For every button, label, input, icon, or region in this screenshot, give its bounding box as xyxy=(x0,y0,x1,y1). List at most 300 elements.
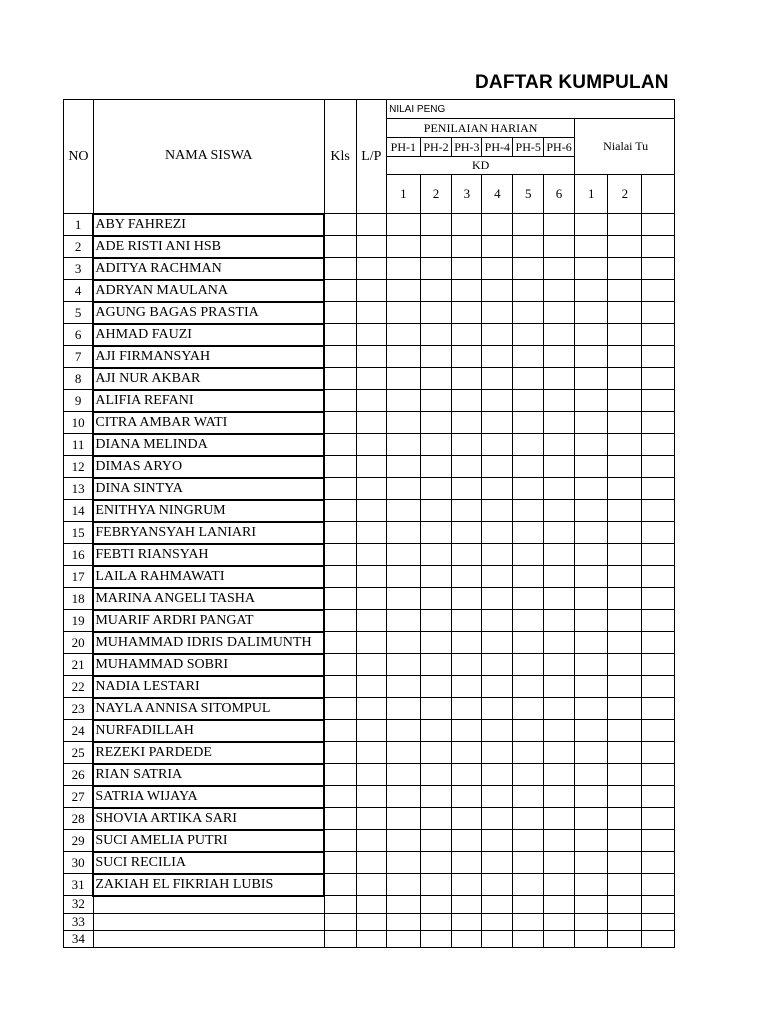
row-number: 26 xyxy=(64,764,94,786)
ph1-cell xyxy=(387,544,420,566)
ph2-cell xyxy=(420,478,452,500)
ph6-cell xyxy=(543,896,574,914)
gender-cell xyxy=(356,610,387,632)
ph1-cell xyxy=(387,852,420,874)
ph4-cell xyxy=(482,764,513,786)
ph6-cell xyxy=(543,258,574,280)
ph5-cell xyxy=(513,764,543,786)
ph3-cell xyxy=(452,632,482,654)
ph5-cell xyxy=(513,544,543,566)
gender-cell xyxy=(356,786,387,808)
row-number: 10 xyxy=(64,412,94,434)
ph4-cell xyxy=(482,698,513,720)
tugas2-cell xyxy=(608,478,642,500)
tugas1-cell xyxy=(575,412,608,434)
gender-cell xyxy=(356,896,387,914)
ph4-cell xyxy=(482,566,513,588)
ph1-cell xyxy=(387,808,420,830)
class-cell xyxy=(324,588,356,610)
ph6-cell xyxy=(543,522,574,544)
ph6-cell xyxy=(543,852,574,874)
student-name: AJI NUR AKBAR xyxy=(93,368,324,390)
ph5-cell xyxy=(513,412,543,434)
row-number: 34 xyxy=(64,930,94,947)
ph1-cell xyxy=(387,412,420,434)
ph1-cell xyxy=(387,500,420,522)
ph5-cell xyxy=(513,930,543,947)
grade-cell xyxy=(642,324,675,346)
ph3-cell xyxy=(452,258,482,280)
ph2-cell xyxy=(420,500,452,522)
header-kd-number: 3 xyxy=(452,175,482,214)
gender-cell xyxy=(356,930,387,947)
grade-cell xyxy=(642,368,675,390)
ph6-cell xyxy=(543,742,574,764)
gender-cell xyxy=(356,632,387,654)
tugas1-cell xyxy=(575,346,608,368)
student-row xyxy=(64,913,675,930)
ph3-cell xyxy=(452,522,482,544)
header-no: NO xyxy=(64,100,94,214)
student-row xyxy=(64,456,675,478)
tugas1-cell xyxy=(575,566,608,588)
header-empty-cell xyxy=(642,175,675,214)
ph3-cell xyxy=(452,720,482,742)
student-row xyxy=(64,478,675,500)
ph2-cell xyxy=(420,434,452,456)
grade-cell xyxy=(642,412,675,434)
student-row xyxy=(64,896,675,914)
gender-cell xyxy=(356,456,387,478)
tugas2-cell xyxy=(608,346,642,368)
ph1-cell xyxy=(387,676,420,698)
ph5-cell xyxy=(513,588,543,610)
ph1-cell xyxy=(387,522,420,544)
ph2-cell xyxy=(420,742,452,764)
ph3-cell xyxy=(452,676,482,698)
ph2-cell xyxy=(420,930,452,947)
ph5-cell xyxy=(513,808,543,830)
student-row xyxy=(64,302,675,324)
header-student-name: NAMA SISWA xyxy=(93,100,324,214)
student-name: MUHAMMAD SOBRI xyxy=(93,654,324,676)
ph6-cell xyxy=(543,610,574,632)
ph5-cell xyxy=(513,654,543,676)
ph3-cell xyxy=(452,786,482,808)
ph4-cell xyxy=(482,544,513,566)
row-number: 6 xyxy=(64,324,94,346)
gender-cell xyxy=(356,522,387,544)
ph6-cell xyxy=(543,346,574,368)
tugas2-cell xyxy=(608,412,642,434)
ph4-cell xyxy=(482,588,513,610)
student-row xyxy=(64,764,675,786)
tugas2-cell xyxy=(608,786,642,808)
ph1-cell xyxy=(387,610,420,632)
header-nilai: NILAI PENG xyxy=(387,100,675,119)
tugas1-cell xyxy=(575,808,608,830)
student-row xyxy=(64,808,675,830)
grade-cell xyxy=(642,478,675,500)
grade-cell xyxy=(642,214,675,236)
student-name: SUCI AMELIA PUTRI xyxy=(93,830,324,852)
ph1-cell xyxy=(387,786,420,808)
class-cell xyxy=(324,742,356,764)
tugas1-cell xyxy=(575,302,608,324)
row-number: 12 xyxy=(64,456,94,478)
ph6-cell xyxy=(543,830,574,852)
student-row xyxy=(64,236,675,258)
tugas1-cell xyxy=(575,588,608,610)
ph3-cell xyxy=(452,874,482,896)
student-row xyxy=(64,500,675,522)
header-kd-number: 4 xyxy=(482,175,513,214)
ph1-cell xyxy=(387,632,420,654)
ph1-cell xyxy=(387,874,420,896)
header-penilaian-harian: PENILAIAN HARIAN xyxy=(387,119,575,138)
ph2-cell xyxy=(420,764,452,786)
gender-cell xyxy=(356,280,387,302)
ph6-cell xyxy=(543,500,574,522)
row-number: 24 xyxy=(64,720,94,742)
gender-cell xyxy=(356,874,387,896)
ph4-cell xyxy=(482,610,513,632)
student-row xyxy=(64,412,675,434)
ph4-cell xyxy=(482,434,513,456)
ph2-cell xyxy=(420,632,452,654)
tugas2-cell xyxy=(608,913,642,930)
ph4-cell xyxy=(482,896,513,914)
ph3-cell xyxy=(452,654,482,676)
ph6-cell xyxy=(543,478,574,500)
student-name: ADRYAN MAULANA xyxy=(93,280,324,302)
row-number: 17 xyxy=(64,566,94,588)
student-row xyxy=(64,852,675,874)
ph1-cell xyxy=(387,566,420,588)
grade-cell xyxy=(642,588,675,610)
tugas1-cell xyxy=(575,764,608,786)
student-name: AHMAD FAUZI xyxy=(93,324,324,346)
tugas1-cell xyxy=(575,632,608,654)
tugas1-cell xyxy=(575,896,608,914)
student-name: AJI FIRMANSYAH xyxy=(93,346,324,368)
ph5-cell xyxy=(513,786,543,808)
tugas2-cell xyxy=(608,456,642,478)
grade-cell xyxy=(642,896,675,914)
ph6-cell xyxy=(543,302,574,324)
ph1-cell xyxy=(387,830,420,852)
student-row xyxy=(64,214,675,236)
ph3-cell xyxy=(452,764,482,786)
student-row xyxy=(64,830,675,852)
ph2-cell xyxy=(420,896,452,914)
student-row xyxy=(64,720,675,742)
student-row xyxy=(64,742,675,764)
student-name: ALIFIA REFANI xyxy=(93,390,324,412)
student-row xyxy=(64,698,675,720)
ph4-cell xyxy=(482,412,513,434)
ph4-cell xyxy=(482,258,513,280)
header-tugas-number: 1 xyxy=(575,175,608,214)
class-cell xyxy=(324,544,356,566)
class-cell xyxy=(324,368,356,390)
student-name: ADITYA RACHMAN xyxy=(93,258,324,280)
student-row xyxy=(64,258,675,280)
ph2-cell xyxy=(420,544,452,566)
ph6-cell xyxy=(543,720,574,742)
tugas1-cell xyxy=(575,874,608,896)
class-cell xyxy=(324,434,356,456)
ph4-cell xyxy=(482,214,513,236)
header-gender: L/P xyxy=(356,100,387,214)
tugas2-cell xyxy=(608,610,642,632)
ph6-cell xyxy=(543,930,574,947)
ph1-cell xyxy=(387,764,420,786)
gender-cell xyxy=(356,830,387,852)
tugas2-cell xyxy=(608,676,642,698)
ph5-cell xyxy=(513,368,543,390)
tugas1-cell xyxy=(575,676,608,698)
ph5-cell xyxy=(513,720,543,742)
ph3-cell xyxy=(452,544,482,566)
ph6-cell xyxy=(543,698,574,720)
ph1-cell xyxy=(387,434,420,456)
grade-cell xyxy=(642,874,675,896)
student-name xyxy=(93,896,324,914)
ph1-cell xyxy=(387,258,420,280)
gender-cell xyxy=(356,478,387,500)
tugas2-cell xyxy=(608,808,642,830)
student-row xyxy=(64,324,675,346)
grade-cell xyxy=(642,346,675,368)
tugas1-cell xyxy=(575,654,608,676)
class-cell xyxy=(324,280,356,302)
grade-cell xyxy=(642,676,675,698)
tugas2-cell xyxy=(608,258,642,280)
ph5-cell xyxy=(513,390,543,412)
ph1-cell xyxy=(387,720,420,742)
student-row xyxy=(64,566,675,588)
grade-table xyxy=(63,99,675,948)
student-row xyxy=(64,874,675,896)
gender-cell xyxy=(356,302,387,324)
student-name: DINA SINTYA xyxy=(93,478,324,500)
grade-cell xyxy=(642,302,675,324)
ph5-cell xyxy=(513,632,543,654)
ph2-cell xyxy=(420,302,452,324)
class-cell xyxy=(324,874,356,896)
student-name xyxy=(93,913,324,930)
student-name: MUHAMMAD IDRIS DALIMUNTH xyxy=(93,632,324,654)
class-cell xyxy=(324,654,356,676)
student-row xyxy=(64,654,675,676)
ph4-cell xyxy=(482,930,513,947)
ph2-cell xyxy=(420,610,452,632)
grade-cell xyxy=(642,500,675,522)
ph3-cell xyxy=(452,390,482,412)
ph4-cell xyxy=(482,236,513,258)
ph4-cell xyxy=(482,742,513,764)
tugas2-cell xyxy=(608,698,642,720)
ph2-cell xyxy=(420,412,452,434)
ph6-cell xyxy=(543,434,574,456)
grade-cell xyxy=(642,258,675,280)
student-name: FEBTI RIANSYAH xyxy=(93,544,324,566)
ph6-cell xyxy=(543,412,574,434)
gender-cell xyxy=(356,588,387,610)
ph5-cell xyxy=(513,434,543,456)
gender-cell xyxy=(356,214,387,236)
student-row xyxy=(64,368,675,390)
row-number: 30 xyxy=(64,852,94,874)
tugas2-cell xyxy=(608,522,642,544)
class-cell xyxy=(324,236,356,258)
row-number: 9 xyxy=(64,390,94,412)
header-kd-number: 5 xyxy=(513,175,543,214)
document-title: DAFTAR KUMPULAN xyxy=(475,72,669,93)
ph4-cell xyxy=(482,808,513,830)
row-number: 3 xyxy=(64,258,94,280)
row-number: 29 xyxy=(64,830,94,852)
gender-cell xyxy=(356,764,387,786)
ph2-cell xyxy=(420,566,452,588)
tugas1-cell xyxy=(575,280,608,302)
header-ph-5: PH-5 xyxy=(513,138,543,157)
class-cell xyxy=(324,610,356,632)
class-cell xyxy=(324,478,356,500)
header-kd: KD xyxy=(387,157,575,175)
row-number: 18 xyxy=(64,588,94,610)
tugas1-cell xyxy=(575,720,608,742)
tugas2-cell xyxy=(608,390,642,412)
tugas2-cell xyxy=(608,544,642,566)
ph4-cell xyxy=(482,346,513,368)
header-ph-1: PH-1 xyxy=(387,138,420,157)
row-number: 20 xyxy=(64,632,94,654)
tugas1-cell xyxy=(575,456,608,478)
class-cell xyxy=(324,632,356,654)
ph2-cell xyxy=(420,368,452,390)
grade-cell xyxy=(642,698,675,720)
ph1-cell xyxy=(387,324,420,346)
ph3-cell xyxy=(452,434,482,456)
ph5-cell xyxy=(513,610,543,632)
gender-cell xyxy=(356,720,387,742)
tugas1-cell xyxy=(575,478,608,500)
grade-cell xyxy=(642,236,675,258)
grade-cell xyxy=(642,786,675,808)
grade-cell xyxy=(642,456,675,478)
row-number: 4 xyxy=(64,280,94,302)
grade-cell xyxy=(642,930,675,947)
ph1-cell xyxy=(387,896,420,914)
class-cell xyxy=(324,346,356,368)
ph3-cell xyxy=(452,830,482,852)
row-number: 14 xyxy=(64,500,94,522)
ph2-cell xyxy=(420,830,452,852)
student-row xyxy=(64,544,675,566)
class-cell xyxy=(324,930,356,947)
row-number: 21 xyxy=(64,654,94,676)
tugas1-cell xyxy=(575,610,608,632)
gender-cell xyxy=(356,324,387,346)
ph5-cell xyxy=(513,280,543,302)
tugas1-cell xyxy=(575,830,608,852)
header-ph-4: PH-4 xyxy=(482,138,513,157)
class-cell xyxy=(324,676,356,698)
ph6-cell xyxy=(543,764,574,786)
ph6-cell xyxy=(543,874,574,896)
ph6-cell xyxy=(543,808,574,830)
student-name: LAILA RAHMAWATI xyxy=(93,566,324,588)
gender-cell xyxy=(356,346,387,368)
student-row xyxy=(64,930,675,947)
ph4-cell xyxy=(482,478,513,500)
ph1-cell xyxy=(387,698,420,720)
ph3-cell xyxy=(452,302,482,324)
grade-cell xyxy=(642,544,675,566)
gender-cell xyxy=(356,544,387,566)
student-name: FEBRYANSYAH LANIARI xyxy=(93,522,324,544)
student-name: MUARIF ARDRI PANGAT xyxy=(93,610,324,632)
header-ph-6: PH-6 xyxy=(543,138,574,157)
ph3-cell xyxy=(452,896,482,914)
tugas1-cell xyxy=(575,258,608,280)
grade-cell xyxy=(642,390,675,412)
ph2-cell xyxy=(420,280,452,302)
student-name: NADIA LESTARI xyxy=(93,676,324,698)
header-kd-number: 6 xyxy=(543,175,574,214)
tugas1-cell xyxy=(575,324,608,346)
gender-cell xyxy=(356,654,387,676)
ph2-cell xyxy=(420,390,452,412)
row-number: 1 xyxy=(64,214,94,236)
ph3-cell xyxy=(452,236,482,258)
grade-cell xyxy=(642,610,675,632)
tugas2-cell xyxy=(608,324,642,346)
ph4-cell xyxy=(482,456,513,478)
gender-cell xyxy=(356,390,387,412)
ph5-cell xyxy=(513,346,543,368)
ph2-cell xyxy=(420,324,452,346)
ph2-cell xyxy=(420,720,452,742)
ph6-cell xyxy=(543,236,574,258)
grade-cell xyxy=(642,742,675,764)
grade-cell xyxy=(642,913,675,930)
ph4-cell xyxy=(482,654,513,676)
ph5-cell xyxy=(513,913,543,930)
class-cell xyxy=(324,214,356,236)
tugas2-cell xyxy=(608,588,642,610)
tugas2-cell xyxy=(608,500,642,522)
tugas1-cell xyxy=(575,434,608,456)
row-number: 13 xyxy=(64,478,94,500)
ph5-cell xyxy=(513,676,543,698)
ph3-cell xyxy=(452,588,482,610)
ph6-cell xyxy=(543,324,574,346)
class-cell xyxy=(324,456,356,478)
tugas1-cell xyxy=(575,500,608,522)
gender-cell xyxy=(356,566,387,588)
grade-cell xyxy=(642,830,675,852)
ph3-cell xyxy=(452,808,482,830)
ph4-cell xyxy=(482,874,513,896)
ph3-cell xyxy=(452,368,482,390)
grade-cell xyxy=(642,434,675,456)
tugas2-cell xyxy=(608,896,642,914)
tugas1-cell xyxy=(575,913,608,930)
tugas1-cell xyxy=(575,698,608,720)
